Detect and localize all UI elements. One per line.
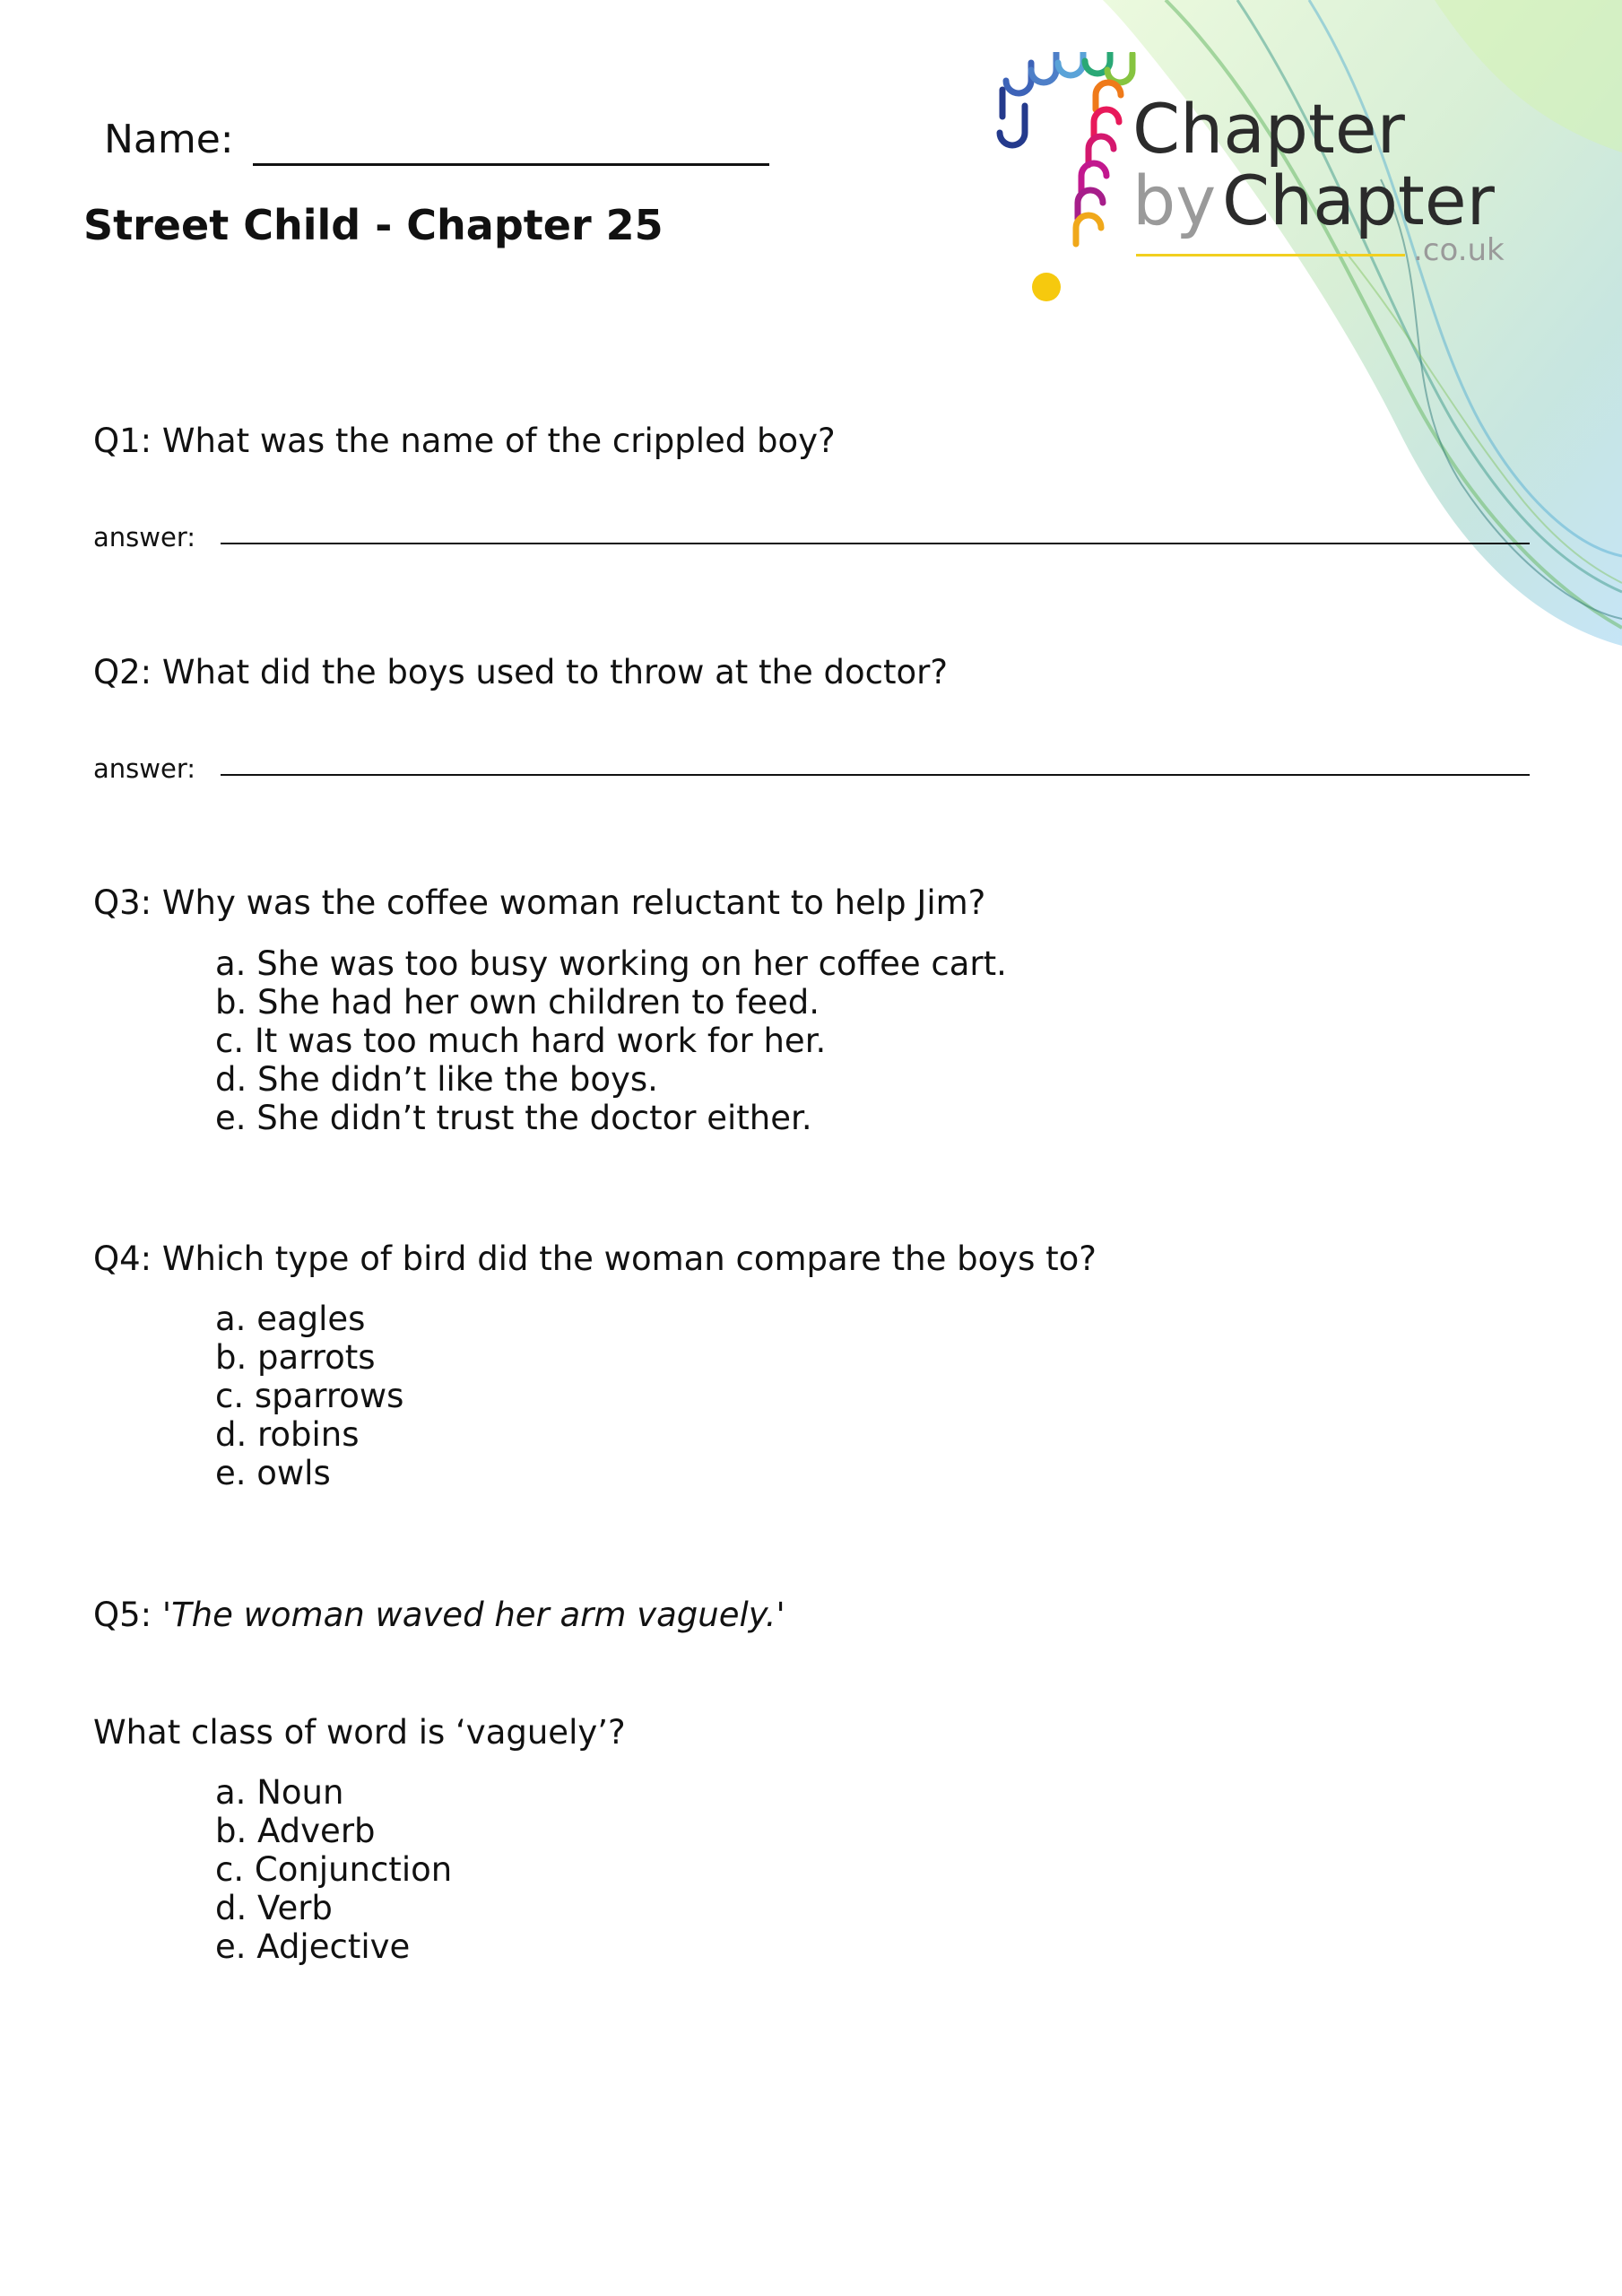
question-2 [93,653,948,691]
option-item[interactable]: c. It was too much hard work for her. [215,1022,827,1060]
q4-options [215,1300,403,1492]
option-item[interactable]: c. sparrows [215,1377,404,1415]
option-item[interactable]: d. She didn’t like the boys. [215,1060,658,1099]
question-number: Q4: [93,1239,152,1278]
question-number: Q1: [93,422,152,460]
option-item[interactable]: e. Adjective [215,1927,411,1966]
worksheet-title: Street Child - Chapter 25 [83,201,664,249]
option-item[interactable]: b. Adverb [215,1812,376,1850]
logo-text-chapter: Chapter [1132,89,1405,169]
question-text: What was the name of the crippled boy? [161,422,836,460]
question-text: Why was the coffee woman reluctant to help Jim? [161,883,986,922]
question-3 [93,883,985,922]
logo-underline [1136,254,1405,257]
question-1 [93,422,836,460]
option-item[interactable]: d. Verb [215,1889,333,1927]
question-quote: 'The woman waved her arm vaguely.' [161,1596,785,1634]
answer-line-q1[interactable] [221,543,1530,544]
option-item[interactable]: e. owls [215,1454,331,1492]
name-label: Name: [104,117,234,162]
question-5-prompt: What class of word is ‘vaguely’? [93,1713,626,1752]
name-input-line[interactable] [253,163,769,166]
q5-options [215,1773,452,1966]
question-4 [93,1239,1097,1278]
answer-line-q2[interactable] [221,774,1530,776]
option-item[interactable]: e. She didn’t trust the doctor either. [215,1099,812,1137]
logo-text-chapter-second: Chapter [1222,161,1495,240]
option-item[interactable]: c. Conjunction [215,1850,453,1889]
option-item[interactable]: a. eagles [215,1300,366,1338]
option-item[interactable]: b. She had her own children to feed. [215,983,820,1022]
option-item[interactable]: b. parrots [215,1338,376,1377]
question-text: Which type of bird did the woman compare the boys to? [161,1239,1097,1278]
question-number: Q3: [93,883,152,922]
logo-text-by: by [1132,161,1217,240]
question-number: Q2: [93,653,152,691]
option-item[interactable]: d. robins [215,1415,360,1454]
q3-options [215,944,1007,1137]
logo-domain-suffix: .co.uk [1413,232,1505,268]
option-item[interactable]: a. She was too busy working on her coffee cart. [215,944,1007,983]
option-item[interactable]: a. Noun [215,1773,344,1812]
question-text: What did the boys used to throw at the doctor? [161,653,948,691]
answer-label: answer: [93,522,196,552]
question-number: Q5: [93,1596,152,1634]
answer-label: answer: [93,753,196,784]
question-5 [93,1596,785,1634]
